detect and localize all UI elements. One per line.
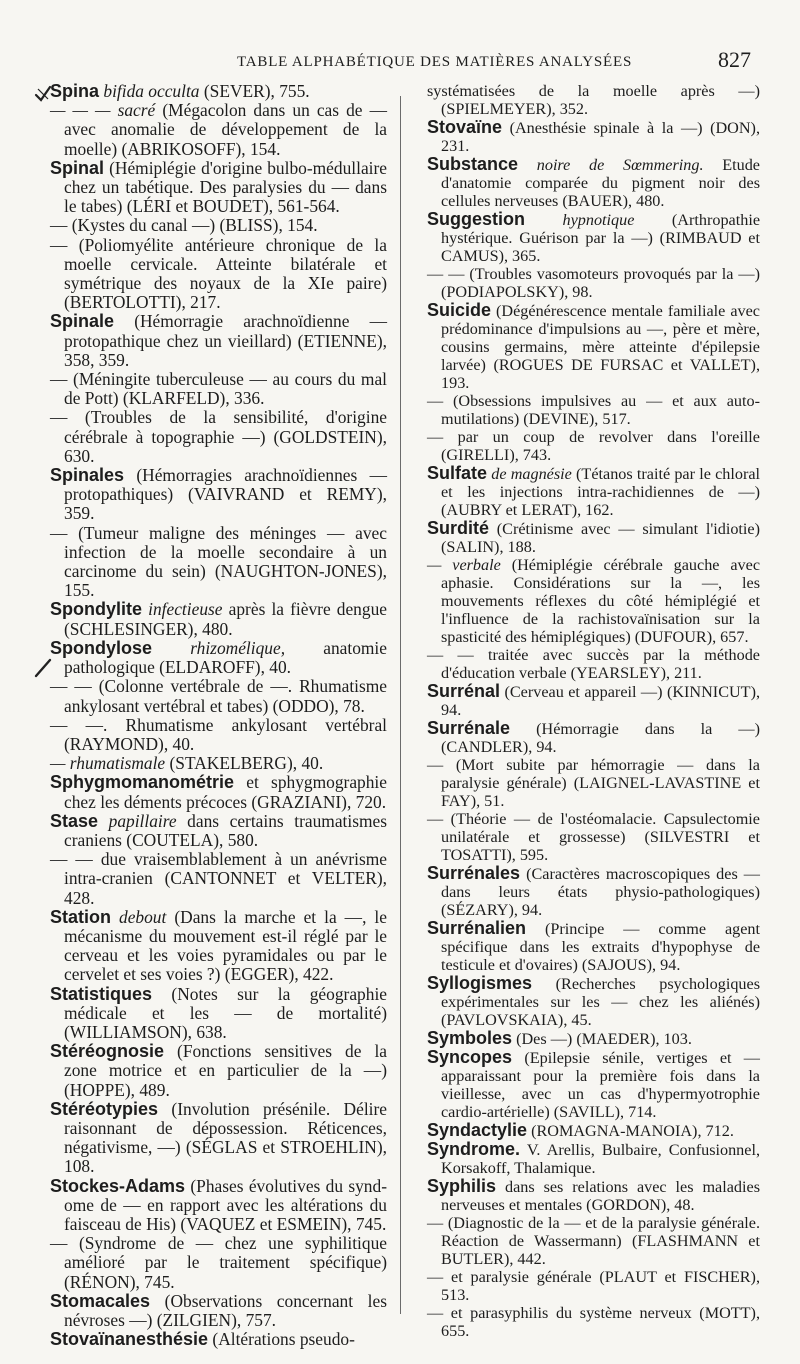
- entry-text: (Dans la marche et la —, le mécanisme du mouvement est-il réglé par le cerveau et les voies pyramidales ou par le cervelet et ses voies ?) (EGGER), 422.: [64, 906, 387, 985]
- index-entry: [50, 985, 387, 1043]
- entry-italic: de magnésie: [491, 465, 572, 483]
- entry-headword: Stéréotypies: [50, 1098, 159, 1119]
- entry-headword: Spinal: [50, 157, 105, 178]
- index-entry: [427, 810, 760, 864]
- index-entry: [427, 301, 760, 392]
- index-entry: [427, 974, 760, 1029]
- entry-text: (Principe — comme agent spécifique dans les extraits d'hypophyse de testicule et d'ovaires) (SAJOUS), 94.: [441, 920, 760, 974]
- entry-text: — (Tumeur maligne des méninges — avec infection de la moelle secondaire à un carcinome du sein) (NAUGHTON-JONES), 155.: [50, 522, 387, 601]
- entry-text: — (Obsessions impulsives au — et aux auto-mutilations) (DEVINE), 517.: [427, 392, 760, 428]
- index-entry: [427, 1121, 760, 1140]
- entry-text: après la fièvre dengue (SCHLESINGER), 480.: [64, 599, 387, 639]
- index-entry: [50, 1234, 387, 1292]
- entry-text: (Epilepsie sénile, vertiges et — apparaissant pour la première fois dans la vieillesse, avec un cas d'hypermyotrophie cardio-artérielle) (SAVILL), 714.: [441, 1049, 760, 1121]
- index-entry: [427, 1214, 760, 1268]
- index-entry: [50, 101, 387, 159]
- entry-text: — et paralysie générale (PLAUT et FISCHER), 513.: [427, 1268, 760, 1304]
- index-entry: [427, 210, 760, 265]
- entry-headword: Surrénale: [427, 718, 511, 738]
- entry-text: (Dégénérescence mentale familiale avec prédominance d'impulsions au —, père et mère, cousins germains, mère atteinte d'épilepsie larvée) (ROGUES DE FURSAC et VALLET), 193.: [441, 302, 760, 392]
- entry-headword: Syndactylie: [427, 1120, 528, 1140]
- entry-italic: bifida occulta: [103, 81, 200, 101]
- entry-headword: Surdité: [427, 518, 490, 538]
- entry-headword: Surrénalien: [427, 918, 527, 938]
- entry-headword: Stockes-Adams: [50, 1175, 186, 1196]
- entry-headword: Stovaïnanesthésie: [50, 1329, 209, 1350]
- index-entry: [50, 1100, 387, 1177]
- entry-headword: Surrénales: [427, 863, 521, 883]
- entry-text: (ROMAGNA-MANOIA), 712.: [531, 1122, 734, 1140]
- entry-headword: Symboles: [427, 1028, 513, 1048]
- index-entry: [427, 519, 760, 556]
- index-entry: [50, 524, 387, 601]
- column-divider: [400, 96, 401, 1314]
- index-entry: [50, 408, 387, 466]
- entry-headword: Sulfate: [427, 463, 488, 483]
- index-entry: [50, 908, 387, 985]
- index-entry: [50, 1292, 387, 1330]
- entry-text: — (Kystes du canal —) (BLISS), 154.: [50, 215, 318, 236]
- entry-headword: Suggestion: [427, 209, 525, 229]
- entry-headword: Spina: [50, 81, 100, 101]
- index-entry: [427, 265, 760, 301]
- index-entry: [427, 556, 760, 646]
- entry-text: (Altérations pseudo-: [212, 1329, 355, 1350]
- entry-italic: hypnotique: [562, 211, 635, 229]
- entry-italic: papillaire: [108, 810, 177, 831]
- entry-text: — et parasyphilis du système nerveux (MOTT), 655.: [427, 1304, 760, 1340]
- entry-text: — (Troubles de la sensibilité, d'origine cérébrale à topographie —) (GOLDSTEIN), 630.: [50, 407, 387, 466]
- entry-text: — par un coup de revolver dans l'oreille (GIRELLI), 743.: [427, 428, 760, 464]
- entry-text: — (Poliomyélite antérieure chronique de la moelle cervicale. Atteinte bilatérale et symétrique des noyaux de la XIe paire) (BERTOLOTTI), 217.: [50, 234, 387, 313]
- entry-headword: Syncopes: [427, 1047, 513, 1067]
- index-entry: [50, 216, 387, 235]
- entry-text: (Cerveau et appareil —) (KINNICUT), 94.: [441, 683, 761, 719]
- entry-text: — (Syndrome de — chez une syphilitique amélioré par le traitement spécifique) (RÉNON), 745.: [50, 1233, 387, 1292]
- index-entry: [50, 677, 387, 715]
- index-entry: [427, 682, 760, 719]
- entry-text: (Observations concernant les névroses —) (ZILGIEN), 757.: [64, 1290, 387, 1330]
- index-entry: [427, 392, 760, 428]
- entry-text: (Fonctions sensitives de la zone motrice et en particulier de la —) (HOPPE), 489.: [64, 1041, 387, 1100]
- index-entry: [50, 82, 387, 101]
- index-entry: [427, 864, 760, 919]
- entry-headword: Spondylose: [50, 637, 153, 658]
- entry-text: — (Mort subite par hémorragie — dans la paralysie générale) (LAIGNEL-LAVASTINE et FAY), 51.: [427, 756, 760, 810]
- entry-text: (Crétinisme avec — simulant l'idiotie) (SALIN), 188.: [441, 520, 761, 556]
- entry-text: — — traitée avec succès par la méthode d'éducation verbale (YEARSLEY), 211.: [427, 646, 760, 682]
- entry-text: et sphygmographie chez les déments précoces (GRAZIANI), 720.: [64, 772, 387, 812]
- entry-headword: Stase: [50, 810, 99, 831]
- entry-text: — (Méningite tuberculeuse — au cours du mal de Pott) (KLARFELD), 336.: [50, 369, 387, 409]
- index-entry: [50, 639, 387, 677]
- index-entry: [427, 1268, 760, 1304]
- entry-text: — — (Colonne vertébrale de —. Rhumatisme ankylosant vertébral et tabes) (ODDO), 78.: [50, 676, 387, 716]
- entry-italic: noire de Sœmmering.: [536, 156, 704, 174]
- index-entry: [427, 919, 760, 974]
- index-entry: [50, 159, 387, 217]
- entry-headword: Surrénal: [427, 681, 501, 701]
- entry-text: (Des —) (MAEDER), 103.: [516, 1030, 692, 1048]
- index-entry: [427, 118, 760, 155]
- index-entry: [427, 155, 760, 210]
- entry-headword: Suicide: [427, 300, 492, 320]
- entry-text: (Tétanos traité par le chloral et les injections intra-rachidiennes de —) (AUBRY et LERAT), 162.: [441, 465, 761, 519]
- entry-text: (Caractères macroscopiques des — dans leurs états physio-pathologiques) (SÉZARY), 94.: [441, 865, 760, 919]
- entry-text: (Hémorragies arachnoïdiennes — protopathiques) (VAIVRAND et REMY), 359.: [64, 465, 387, 524]
- index-entry: [50, 370, 387, 408]
- entry-text: Etude d'anatomie comparée du pigment noir des cellules nerveuses (BAUER), 480.: [441, 156, 760, 210]
- index-column-left: [50, 82, 387, 1349]
- index-entry: [50, 716, 387, 754]
- index-entry: [50, 600, 387, 638]
- entry-headword: Statistiques: [50, 983, 153, 1004]
- entry-text: (Hémiplégie cérébrale gauche avec aphasie. Considérations sur la —, les mouvements réflexes du côté hémiplégié et l'influence de la rachistovaïnisation sur la spasticité des hémiplégiques) (DUFOUR), 657.: [441, 556, 760, 646]
- entry-text: (Arthropathie hystérique. Guérison par la —) (RIMBAUD et CAMUS), 365.: [441, 211, 761, 265]
- entry-headword: Stéréognosie: [50, 1041, 165, 1062]
- index-entry: [50, 1330, 387, 1349]
- entry-italic: — rhumatismale: [50, 753, 166, 774]
- entry-text: — —. Rhumatisme ankylosant vertébral (RAYMOND), 40.: [50, 714, 387, 754]
- entry-text: (Notes sur la géographie médicale et les — de mortalité) (WILLIAMSON), 638.: [64, 983, 387, 1042]
- entry-text: — (Théorie — de l'ostéomalacie. Capsulectomie unilatérale et grossesse) (SILVESTRI et TOSATTI), 595.: [427, 810, 760, 864]
- entry-text: (Hémorragie arachnoïdienne — protopathique chez un vieillard) (ETIENNE), 358, 359.: [64, 311, 387, 370]
- entry-headword: Stomacales: [50, 1290, 151, 1311]
- entry-headword: Spinales: [50, 465, 125, 486]
- index-entry: [50, 466, 387, 524]
- index-column-right: [427, 82, 760, 1340]
- entry-text: (STAKELBERG), 40.: [169, 753, 324, 774]
- index-entry: [427, 464, 760, 519]
- entry-text: (Recherches psychologiques expérimentales sur les — chez les aliénés) (PAVLOVSKAIA), 45.: [441, 975, 760, 1029]
- index-entry: [427, 1048, 760, 1121]
- index-entry: [427, 646, 760, 682]
- index-entry: [427, 719, 760, 756]
- entry-italic: debout: [119, 906, 167, 927]
- entry-italic: infectieuse: [148, 599, 223, 620]
- entry-text: (Phases évolutives du synd-ome de — en rapport avec les altérations du faisceau de His) (VAQUEZ et ESMEIN), 745.: [64, 1175, 387, 1234]
- index-entry: [427, 1304, 760, 1340]
- entry-text: (Hémorragie dans la —) (CANDLER), 94.: [441, 720, 761, 756]
- index-entry: [50, 1042, 387, 1100]
- entry-italic: — — — sacré: [50, 100, 156, 121]
- index-entry: [50, 236, 387, 313]
- entry-italic: — verbale: [427, 556, 501, 574]
- entry-text: dans certains traumatismes craniens (COUTELA), 580.: [64, 810, 387, 850]
- entry-text: systématisées de la moelle après —) (SPIELMEYER), 352.: [427, 82, 760, 118]
- entry-text: anatomie pathologique (ELDAROFF), 40.: [64, 637, 387, 678]
- index-entry: [50, 312, 387, 370]
- index-entry: [427, 1177, 760, 1214]
- entry-headword: Syndrome.: [427, 1139, 521, 1159]
- entry-headword: Substance: [427, 154, 519, 174]
- entry-headword: Syllogismes: [427, 973, 533, 993]
- entry-text: — (Diagnostic de la — et de la paralysie générale. Réaction de Wassermann) (FLASHMANN et BUTLER), 442.: [427, 1214, 760, 1268]
- entry-text: (Hémiplégie d'origine bulbo-médullaire chez un tabétique. Des paralysies du — dans le tabes) (LÉRI et BOUDET), 561-564.: [64, 157, 387, 217]
- entry-text: — — due vraisemblablement à un anévrisme intra-cranien (CANTONNET et VELTER), 428.: [50, 849, 387, 908]
- entry-text: V. Arellis, Bulbaire, Confusionnel, Korsakoff, Thalamique.: [441, 1141, 760, 1177]
- index-entry: [50, 754, 387, 773]
- index-entry: [50, 812, 387, 850]
- index-entry: [427, 1140, 760, 1177]
- entry-text: — — (Troubles vasomoteurs provoqués par la —) (PODIAPOLSKY), 98.: [427, 265, 760, 301]
- index-entry: [427, 82, 760, 118]
- entry-headword: Station: [50, 906, 111, 927]
- entry-headword: Syphilis: [427, 1176, 497, 1196]
- entry-text: (Anesthésie spinale à la —) (DON), 231.: [441, 119, 760, 155]
- entry-headword: Stovaïne: [427, 117, 503, 137]
- running-title: TABLE ALPHABÉTIQUE DES MATIÈRES ANALYSÉES: [237, 54, 633, 70]
- entry-text: dans ses relations avec les maladies nerveuses et mentales (GORDON), 48.: [441, 1178, 761, 1214]
- entry-italic: rhizomélique,: [190, 637, 286, 658]
- index-entry: [427, 756, 760, 810]
- entry-text: (SEVER), 755.: [203, 81, 310, 101]
- entry-headword: Sphygmomanométrie: [50, 772, 235, 793]
- index-entry: [427, 428, 760, 464]
- index-entry: [50, 1177, 387, 1235]
- entry-text: (Mégacolon dans un cas de — avec anomalie de développement de la moelle) (ABRIKOSOFF), 154.: [64, 100, 387, 159]
- entry-text: (Involution présénile. Délire raisonnant de dépossession. Réticences, négativisme, —) (SÉGLAS et STROEHLIN), 108.: [64, 1098, 387, 1177]
- index-entry: [50, 850, 387, 908]
- page-header: [0, 46, 800, 80]
- index-entry: [50, 773, 387, 811]
- entry-headword: Spinale: [50, 311, 115, 332]
- index-entry: [427, 1029, 760, 1048]
- entry-headword: Spondylite: [50, 599, 143, 620]
- page-number: 827: [718, 47, 751, 72]
